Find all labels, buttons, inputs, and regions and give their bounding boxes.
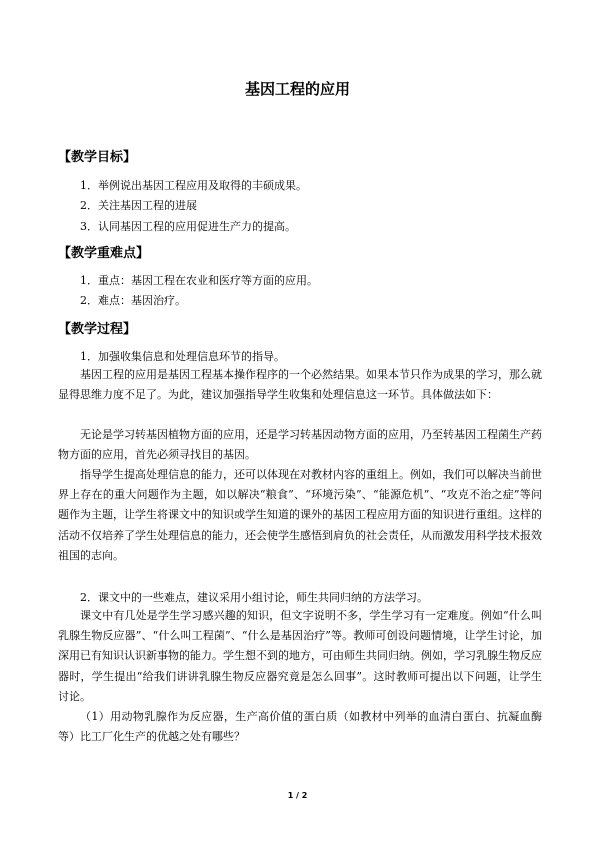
process-paragraph-3: 指导学生提高处理信息的能力，还可以体现在对教材内容的重组上。例如，我们可以解决当前世界上存在的重大问题作为主题，如以解决“粮食”、“环境污染”、“能源危机”、“攻克不治之症”等问题作为主题，让学生将课文中的知识或学生知道的课外的基因工程应用方面的知识进行重组。这样的活动不仅培养了学生处理信息的能力，还会使学生感悟到肩负的社会责任，从而激发用科学技术报效祖国的志向。 [58,468,542,562]
process-paragraph-4: 课文中有几处是学生学习感兴趣的知识，但文字说明不多，学生学习有一定难度。例如“什么叫乳腺生物反应器”、“什么叫工程菌”、“什么是基因治疗”等。教师可创设问题情境，让学生讨论，加深用已有知识认识新事物的能力。学生想不到的地方，可由师生共同归纳。例如，学习乳腺生物反应器时，学生提出“给我们讲讲乳腺生物反应器究竟是怎么回事”。这时教师可提出以下问题，让学生讨论。 [58,609,542,703]
process-paragraph-5: （1）用动物乳腺作为反应器，生产高价值的蛋白质（如教材中列举的血清白蛋白、抗凝血酶等）比工厂化生产的优越之处有哪些？ [58,710,542,744]
key-point-item-1: 1．重点：基因工程在农业和医疗等方面的应用。 [80,274,318,287]
objective-item-3: 3．认同基因工程的应用促进生产力的提高。 [80,220,296,233]
key-point-item-2: 2．难点：基因治疗。 [80,294,186,307]
process-item-2: 2．课文中的一些难点，建议采用小组讨论，师生共同归纳的方法学习。 [80,591,428,604]
process-paragraph-2: 无论是学习转基因植物方面的应用，还是学习转基因动物方面的应用，乃至转基因工程菌生产药物方面的应用，首先必须寻找目的基因。 [58,428,542,462]
process-item-1: 1．加强收集信息和处理信息环节的指导。 [80,350,285,363]
process-paragraph-1: 基因工程的应用是基因工程基本操作程序的一个必然结果。如果本节只作为成果的学习，那么就显得思维力度不足了。为此，建议加强指导学生收集和处理信息这一环节。具体做法如下： [58,368,542,402]
page-title: 基因工程的应用 [244,80,350,98]
objective-item-1: 1．举例说出基因工程应用及取得的丰硕成果。 [80,179,307,192]
objective-item-2: 2．关注基因工程的进展 [80,199,197,212]
page-number: 1 / 2 [287,791,308,800]
objectives-heading: 【教学目标】 [58,150,137,165]
key-points-heading: 【教学重难点】 [58,246,150,261]
process-heading: 【教学过程】 [58,322,137,337]
